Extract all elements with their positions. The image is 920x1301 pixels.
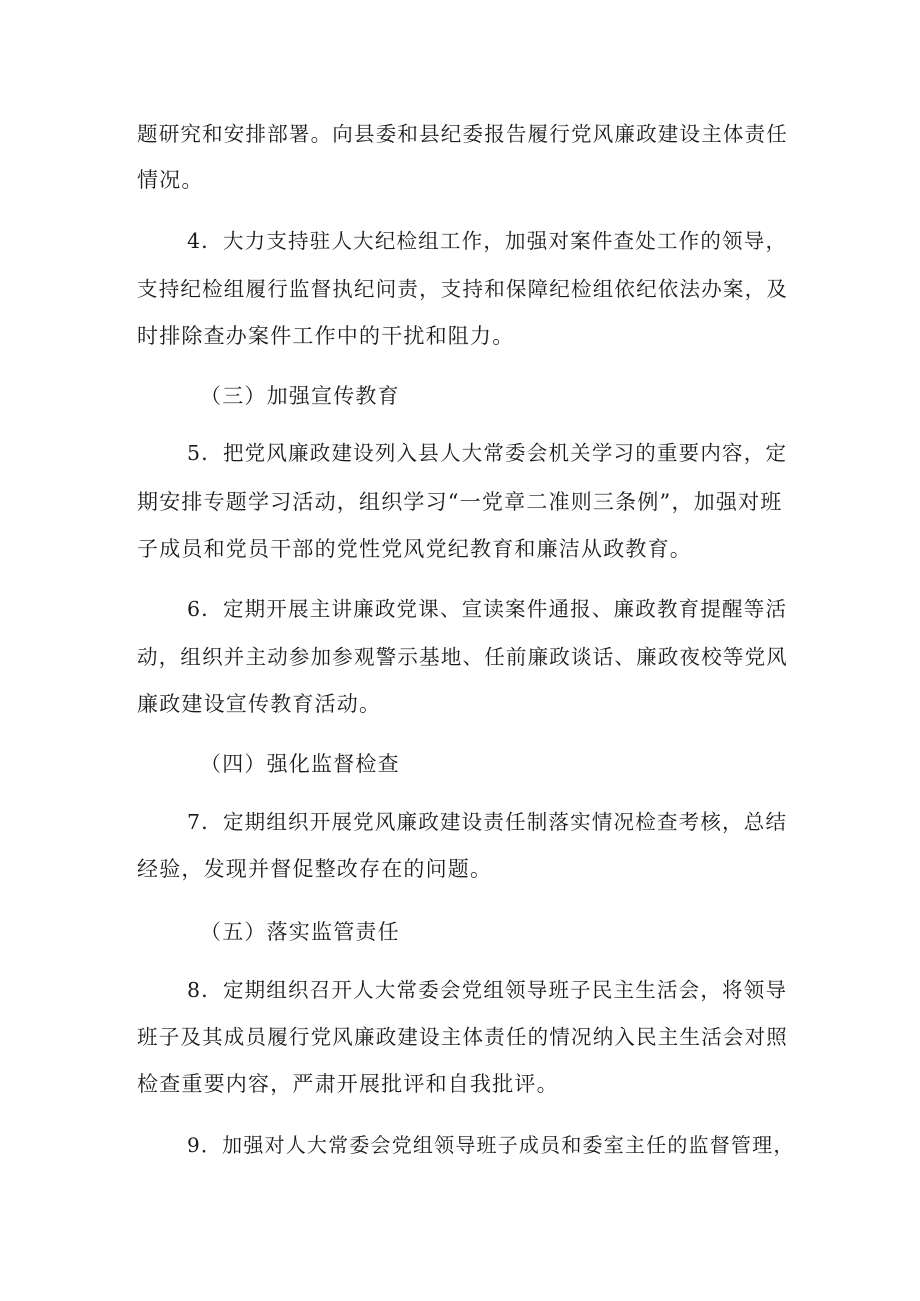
- text-line: 支持纪检组履行监督执纪问责，支持和保障纪检组依纪依法办案，及: [137, 277, 788, 301]
- text-line: 4．大力支持驻人大纪检组工作，加强对案件查处工作的领导，: [187, 229, 788, 253]
- text-line: 子成员和党员干部的党性党风党纪教育和廉洁从政教育。: [137, 537, 692, 561]
- text-line: 时排除查办案件工作中的干扰和阻力。: [137, 324, 515, 348]
- text-line: 廉政建设宣传教育活动。: [137, 692, 382, 716]
- text-line: 5．把党风廉政建设列入县人大常委会机关学习的重要内容，定: [187, 441, 788, 465]
- section-heading: （五）落实监管责任: [200, 920, 400, 944]
- text-line: 检查重要内容，严肃开展批评和自我批评。: [137, 1072, 559, 1096]
- text-line: 7．定期组织开展党风廉政建设责任制落实情况检查考核，总结: [187, 810, 788, 834]
- text-line: 题研究和安排部署。向县委和县纪委报告履行党风廉政建设主体责任: [137, 122, 788, 146]
- text-line: 9．加强对人大常委会党组领导班子成员和委室主任的监督管理，: [187, 1133, 795, 1157]
- text-line: 动，组织并主动参加参观警示基地、任前廉政谈话、廉政夜校等党风: [137, 645, 788, 669]
- section-heading: （三）加强宣传教育: [200, 384, 400, 408]
- section-heading: （四）强化监督检查: [200, 752, 400, 776]
- text-line: 6．定期开展主讲廉政党课、宣读案件通报、廉政教育提醒等活: [187, 597, 788, 621]
- text-line: 经验，发现并督促整改存在的问题。: [137, 857, 493, 881]
- text-line: 情况。: [137, 168, 204, 192]
- text-line: 期安排专题学习活动，组织学习“一党章二准则三条例”，加强对班: [137, 490, 783, 514]
- text-line: 班子及其成员履行党风廉政建设主体责任的情况纳入民主生活会对照: [137, 1025, 788, 1049]
- text-line: 8．定期组织召开人大常委会党组领导班子民主生活会，将领导: [187, 978, 788, 1002]
